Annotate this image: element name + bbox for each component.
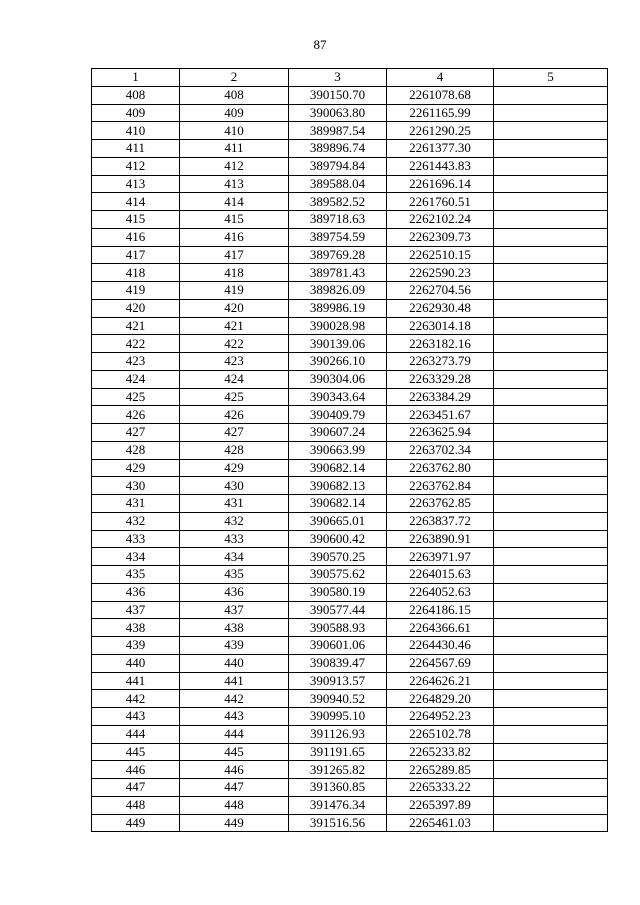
table-cell-col-2: 436	[180, 583, 289, 601]
table-cell-col-3: 390588.93	[289, 619, 387, 637]
table-cell-col-4: 2263762.80	[387, 459, 494, 477]
table-row	[92, 495, 608, 513]
table-cell-col-2: 412	[180, 157, 289, 175]
table-cell-col-5	[494, 779, 608, 797]
table-cell-col-4: 2264015.63	[387, 566, 494, 584]
table-cell-col-4: 2263182.16	[387, 335, 494, 353]
table-row	[92, 86, 608, 104]
table-cell-col-1: 432	[92, 512, 180, 530]
table-cell-col-4: 2264052.63	[387, 583, 494, 601]
table-cell-col-1: 427	[92, 424, 180, 442]
table-cell-col-4: 2261696.14	[387, 175, 494, 193]
table-cell-col-4: 2265333.22	[387, 779, 494, 797]
table-cell-col-4: 2265102.78	[387, 725, 494, 743]
table-row	[92, 708, 608, 726]
table-cell-col-1: 448	[92, 796, 180, 814]
table-cell-col-4: 2263762.84	[387, 477, 494, 495]
table-cell-col-5	[494, 441, 608, 459]
table-cell-col-5	[494, 619, 608, 637]
table-cell-col-1: 408	[92, 86, 180, 104]
table-cell-col-2: 429	[180, 459, 289, 477]
column-header-4: 4	[387, 69, 494, 87]
table-row	[92, 388, 608, 406]
table-cell-col-5	[494, 459, 608, 477]
table-header-row	[92, 69, 608, 87]
table-cell-col-5	[494, 122, 608, 140]
column-header-5: 5	[494, 69, 608, 87]
table-cell-col-1: 424	[92, 370, 180, 388]
table-cell-col-1: 425	[92, 388, 180, 406]
table-cell-col-3: 390266.10	[289, 353, 387, 371]
table-cell-col-5	[494, 708, 608, 726]
table-cell-col-5	[494, 477, 608, 495]
table-cell-col-2: 431	[180, 495, 289, 513]
table-cell-col-4: 2264430.46	[387, 637, 494, 655]
table-cell-col-5	[494, 796, 608, 814]
table-cell-col-2: 409	[180, 104, 289, 122]
table-cell-col-1: 426	[92, 406, 180, 424]
table-row	[92, 690, 608, 708]
table-cell-col-1: 413	[92, 175, 180, 193]
table-cell-col-1: 443	[92, 708, 180, 726]
coordinates-table	[91, 68, 608, 832]
table-cell-col-4: 2263762.85	[387, 495, 494, 513]
table-cell-col-4: 2261078.68	[387, 86, 494, 104]
table-cell-col-2: 415	[180, 211, 289, 229]
table-cell-col-3: 391360.85	[289, 779, 387, 797]
table-cell-col-4: 2265461.03	[387, 814, 494, 832]
table-cell-col-5	[494, 104, 608, 122]
table-cell-col-5	[494, 566, 608, 584]
table-cell-col-2: 408	[180, 86, 289, 104]
table-cell-col-4: 2262102.24	[387, 211, 494, 229]
table-cell-col-5	[494, 637, 608, 655]
table-cell-col-4: 2262309.73	[387, 228, 494, 246]
table-cell-col-3: 390570.25	[289, 548, 387, 566]
table-cell-col-1: 430	[92, 477, 180, 495]
table-row	[92, 601, 608, 619]
table-cell-col-3: 391191.65	[289, 743, 387, 761]
table-cell-col-1: 441	[92, 672, 180, 690]
table-row	[92, 264, 608, 282]
table-row	[92, 441, 608, 459]
table-cell-col-3: 390409.79	[289, 406, 387, 424]
table-cell-col-2: 430	[180, 477, 289, 495]
table-cell-col-1: 419	[92, 282, 180, 300]
table-cell-col-4: 2263971.97	[387, 548, 494, 566]
table-cell-col-3: 390577.44	[289, 601, 387, 619]
table-row	[92, 193, 608, 211]
table-cell-col-3: 390580.19	[289, 583, 387, 601]
table-row	[92, 299, 608, 317]
table-row	[92, 761, 608, 779]
table-cell-col-3: 391265.82	[289, 761, 387, 779]
table-cell-col-2: 422	[180, 335, 289, 353]
table-row	[92, 779, 608, 797]
table-row	[92, 477, 608, 495]
table-cell-col-3: 390304.06	[289, 370, 387, 388]
table-cell-col-2: 421	[180, 317, 289, 335]
table-cell-col-1: 418	[92, 264, 180, 282]
table-row	[92, 725, 608, 743]
table-cell-col-2: 413	[180, 175, 289, 193]
table-row	[92, 228, 608, 246]
table-cell-col-2: 419	[180, 282, 289, 300]
table-cell-col-2: 439	[180, 637, 289, 655]
table-cell-col-5	[494, 512, 608, 530]
table-cell-col-5	[494, 211, 608, 229]
table-cell-col-3: 391126.93	[289, 725, 387, 743]
table-cell-col-2: 443	[180, 708, 289, 726]
table-cell-col-4: 2263329.28	[387, 370, 494, 388]
table-cell-col-2: 410	[180, 122, 289, 140]
table-cell-col-5	[494, 743, 608, 761]
table-row	[92, 104, 608, 122]
table-cell-col-2: 445	[180, 743, 289, 761]
table-cell-col-3: 390575.62	[289, 566, 387, 584]
table-cell-col-5	[494, 761, 608, 779]
table-cell-col-2: 433	[180, 530, 289, 548]
table-cell-col-3: 391476.34	[289, 796, 387, 814]
table-row	[92, 317, 608, 335]
table-cell-col-3: 390682.14	[289, 495, 387, 513]
table-cell-col-4: 2264829.20	[387, 690, 494, 708]
column-header-1: 1	[92, 69, 180, 87]
table-row	[92, 548, 608, 566]
table-cell-col-4: 2264186.15	[387, 601, 494, 619]
table-cell-col-3: 389718.63	[289, 211, 387, 229]
table-cell-col-1: 431	[92, 495, 180, 513]
table-cell-col-2: 434	[180, 548, 289, 566]
table-cell-col-5	[494, 157, 608, 175]
table-row	[92, 157, 608, 175]
table-row	[92, 424, 608, 442]
table-cell-col-5	[494, 370, 608, 388]
table-cell-col-4: 2263837.72	[387, 512, 494, 530]
table-cell-col-2: 448	[180, 796, 289, 814]
table-cell-col-3: 390600.42	[289, 530, 387, 548]
table-cell-col-2: 442	[180, 690, 289, 708]
table-cell-col-4: 2261165.99	[387, 104, 494, 122]
table-cell-col-3: 390028.98	[289, 317, 387, 335]
table-cell-col-4: 2265289.85	[387, 761, 494, 779]
table-cell-col-5	[494, 140, 608, 158]
table-cell-col-3: 390663.99	[289, 441, 387, 459]
table-cell-col-2: 420	[180, 299, 289, 317]
table-cell-col-1: 428	[92, 441, 180, 459]
table-cell-col-3: 390995.10	[289, 708, 387, 726]
table-cell-col-5	[494, 317, 608, 335]
table-cell-col-2: 423	[180, 353, 289, 371]
table-cell-col-4: 2263702.34	[387, 441, 494, 459]
table-cell-col-4: 2264567.69	[387, 654, 494, 672]
table-cell-col-5	[494, 601, 608, 619]
table-cell-col-3: 389987.54	[289, 122, 387, 140]
table-cell-col-3: 390665.01	[289, 512, 387, 530]
table-cell-col-5	[494, 246, 608, 264]
table-cell-col-1: 417	[92, 246, 180, 264]
table-cell-col-2: 414	[180, 193, 289, 211]
table-row	[92, 211, 608, 229]
table-cell-col-5	[494, 672, 608, 690]
table-cell-col-1: 410	[92, 122, 180, 140]
column-header-3: 3	[289, 69, 387, 87]
table-cell-col-1: 409	[92, 104, 180, 122]
table-cell-col-3: 389769.28	[289, 246, 387, 264]
table-row	[92, 530, 608, 548]
table-cell-col-1: 412	[92, 157, 180, 175]
table-row	[92, 672, 608, 690]
page-number: 87	[313, 37, 327, 52]
table-cell-col-3: 390139.06	[289, 335, 387, 353]
table-cell-col-5	[494, 530, 608, 548]
table-cell-col-5	[494, 299, 608, 317]
table-row	[92, 619, 608, 637]
table-cell-col-3: 390682.13	[289, 477, 387, 495]
table-cell-col-2: 446	[180, 761, 289, 779]
table-row	[92, 175, 608, 193]
table-cell-col-4: 2261443.83	[387, 157, 494, 175]
table-cell-col-1: 434	[92, 548, 180, 566]
table-cell-col-5	[494, 228, 608, 246]
table-cell-col-4: 2263890.91	[387, 530, 494, 548]
table-cell-col-3: 390601.06	[289, 637, 387, 655]
table-cell-col-2: 440	[180, 654, 289, 672]
table-row	[92, 566, 608, 584]
table-cell-col-4: 2265233.82	[387, 743, 494, 761]
table-cell-col-3: 390343.64	[289, 388, 387, 406]
table-cell-col-2: 444	[180, 725, 289, 743]
table-row	[92, 743, 608, 761]
table-row	[92, 814, 608, 832]
table-cell-col-5	[494, 725, 608, 743]
table-cell-col-1: 429	[92, 459, 180, 477]
table-cell-col-4: 2264952.23	[387, 708, 494, 726]
table-cell-col-1: 423	[92, 353, 180, 371]
table-cell-col-4: 2264366.61	[387, 619, 494, 637]
table-cell-col-5	[494, 583, 608, 601]
table-cell-col-1: 445	[92, 743, 180, 761]
table-cell-col-2: 432	[180, 512, 289, 530]
table-cell-col-4: 2263273.79	[387, 353, 494, 371]
table-cell-col-1: 415	[92, 211, 180, 229]
table-cell-col-3: 389754.59	[289, 228, 387, 246]
table-cell-col-3: 390150.70	[289, 86, 387, 104]
table-row	[92, 583, 608, 601]
table-cell-col-3: 389794.84	[289, 157, 387, 175]
table-cell-col-1: 435	[92, 566, 180, 584]
table-row	[92, 654, 608, 672]
table-cell-col-3: 390607.24	[289, 424, 387, 442]
table-cell-col-3: 390940.52	[289, 690, 387, 708]
table-cell-col-3: 389826.09	[289, 282, 387, 300]
table-cell-col-4: 2262704.56	[387, 282, 494, 300]
table-cell-col-5	[494, 495, 608, 513]
table-cell-col-3: 389896.74	[289, 140, 387, 158]
table-cell-col-1: 422	[92, 335, 180, 353]
table-cell-col-2: 424	[180, 370, 289, 388]
table-cell-col-5	[494, 264, 608, 282]
table-cell-col-5	[494, 690, 608, 708]
table-cell-col-1: 437	[92, 601, 180, 619]
table-cell-col-1: 436	[92, 583, 180, 601]
table-cell-col-2: 438	[180, 619, 289, 637]
table-cell-col-3: 391516.56	[289, 814, 387, 832]
table-row	[92, 140, 608, 158]
table-cell-col-1: 439	[92, 637, 180, 655]
table-cell-col-5	[494, 654, 608, 672]
table-cell-col-4: 2262590.23	[387, 264, 494, 282]
table-cell-col-1: 446	[92, 761, 180, 779]
table-row	[92, 406, 608, 424]
table-cell-col-5	[494, 86, 608, 104]
table-cell-col-5	[494, 406, 608, 424]
table-cell-col-1: 416	[92, 228, 180, 246]
table-cell-col-2: 411	[180, 140, 289, 158]
table-cell-col-2: 427	[180, 424, 289, 442]
table-row	[92, 335, 608, 353]
table-cell-col-3: 390063.80	[289, 104, 387, 122]
table-cell-col-1: 433	[92, 530, 180, 548]
table-cell-col-1: 444	[92, 725, 180, 743]
table-cell-col-5	[494, 388, 608, 406]
table-row	[92, 246, 608, 264]
table-cell-col-1: 449	[92, 814, 180, 832]
table-cell-col-2: 437	[180, 601, 289, 619]
table-cell-col-1: 421	[92, 317, 180, 335]
column-header-2: 2	[180, 69, 289, 87]
table-body	[92, 86, 608, 832]
table-cell-col-4: 2262930.48	[387, 299, 494, 317]
table-cell-col-2: 435	[180, 566, 289, 584]
table-row	[92, 796, 608, 814]
table-cell-col-5	[494, 424, 608, 442]
table-cell-col-5	[494, 335, 608, 353]
table-cell-col-5	[494, 282, 608, 300]
table-cell-col-3: 389582.52	[289, 193, 387, 211]
table-cell-col-5	[494, 548, 608, 566]
table-cell-col-2: 426	[180, 406, 289, 424]
table-cell-col-3: 389781.43	[289, 264, 387, 282]
table-cell-col-1: 438	[92, 619, 180, 637]
table-cell-col-2: 417	[180, 246, 289, 264]
table-row	[92, 353, 608, 371]
table-cell-col-4: 2263384.29	[387, 388, 494, 406]
table-cell-col-1: 440	[92, 654, 180, 672]
table-cell-col-3: 389986.19	[289, 299, 387, 317]
table-cell-col-5	[494, 193, 608, 211]
table-cell-col-5	[494, 353, 608, 371]
table-cell-col-2: 447	[180, 779, 289, 797]
table-cell-col-5	[494, 814, 608, 832]
table-cell-col-3: 390682.14	[289, 459, 387, 477]
table-cell-col-2: 441	[180, 672, 289, 690]
table-cell-col-2: 449	[180, 814, 289, 832]
table-cell-col-2: 416	[180, 228, 289, 246]
table-row	[92, 637, 608, 655]
table-row	[92, 512, 608, 530]
table-cell-col-4: 2264626.21	[387, 672, 494, 690]
table-cell-col-1: 411	[92, 140, 180, 158]
table-cell-col-4: 2261377.30	[387, 140, 494, 158]
table-cell-col-5	[494, 175, 608, 193]
table-cell-col-3: 390913.57	[289, 672, 387, 690]
table-cell-col-2: 428	[180, 441, 289, 459]
table-cell-col-3: 389588.04	[289, 175, 387, 193]
table-row	[92, 370, 608, 388]
table-cell-col-4: 2263625.94	[387, 424, 494, 442]
table-cell-col-4: 2263451.67	[387, 406, 494, 424]
table-cell-col-4: 2265397.89	[387, 796, 494, 814]
table-cell-col-1: 447	[92, 779, 180, 797]
table-cell-col-1: 442	[92, 690, 180, 708]
table-row	[92, 459, 608, 477]
table-cell-col-2: 425	[180, 388, 289, 406]
table-cell-col-4: 2262510.15	[387, 246, 494, 264]
table-cell-col-4: 2261290.25	[387, 122, 494, 140]
table-row	[92, 122, 608, 140]
table-cell-col-4: 2261760.51	[387, 193, 494, 211]
table-cell-col-4: 2263014.18	[387, 317, 494, 335]
table-cell-col-1: 414	[92, 193, 180, 211]
table-cell-col-3: 390839.47	[289, 654, 387, 672]
table-cell-col-1: 420	[92, 299, 180, 317]
table-cell-col-2: 418	[180, 264, 289, 282]
table-row	[92, 282, 608, 300]
